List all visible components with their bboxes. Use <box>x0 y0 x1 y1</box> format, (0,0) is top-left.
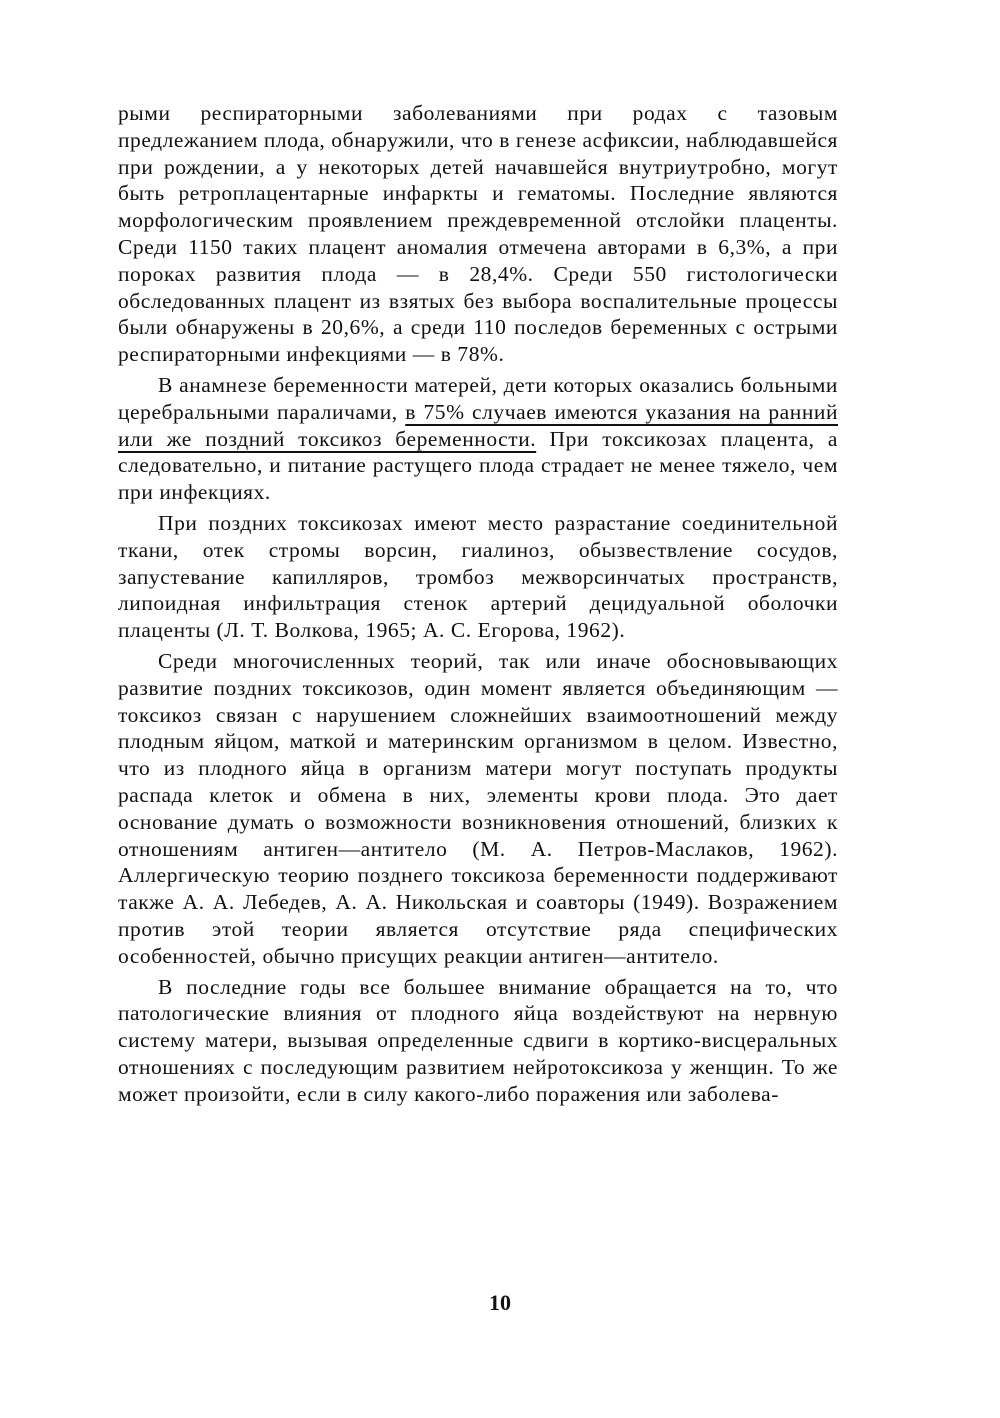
paragraph-2-rest: При токсикозах плацента, а следовательно, и питание растущего плода страдает не менее тяжело, чем при инфекциях. <box>118 426 838 505</box>
paragraph-3: При поздних токсикозах имеют место разрастание соединительной ткани, отек стромы ворсин, гиалиноз, обызвествление сосудов, запустевание капилляров, тромбоз межворсинчатых пространств, липоидная инфильтрация стенок артерий децидуальной оболочки плаценты (Л. Т. Волкова, 1965; А. С. Егорова, 1962). <box>118 510 838 643</box>
underlined-highlight: в 75% случаев имеются указания на ранний или же поздний токсикоз беременности. <box>118 399 838 451</box>
page-body <box>118 100 838 1111</box>
paragraph-1: рыми респираторными заболеваниями при родах с тазовым предлежанием плода, обнаружили, что в генезе асфиксии, наблюдавшейся при рождении, а у некоторых детей начавшейся внутриутробно, могут быть ретроплацентарные инфаркты и гематомы. Последние являются морфологическим проявлением преждевременной отслойки плаценты. Среди 1150 таких плацент аномалия отмечена авторами в 6,3%, а при пороках развития плода — в 28,4%. Среди 550 гистологически обследованных плацент из взятых без выбора воспалительные процессы были обнаружены в 20,6%, а среди 110 последов беременных с острыми респираторными инфекциями — в 78%. <box>118 101 838 367</box>
paragraph-4: Среди многочисленных теорий, так или иначе обосновывающих развитие поздних токсикозов, один момент является объединяющим — токсикоз связан с нарушением сложнейших взаимоотношений между плодным яйцом, маткой и материнским организмом в целом. Известно, что из плодного яйца в организм матери могут поступать продукты распада клеток и обмена в них, элементы крови плода. Это дает основание думать о возможности возникновения отношений, близких к отношениям антиген—антитело (М. А. Петров-Маслаков, 1962). Аллергическую теорию позднего токсикоза беременности поддерживают также А. А. Лебедев, А. А. Никольская и соавторы (1949). Возражением против этой теории является отсутствие ряда специфических особенностей, обычно присущих реакции антиген—антитело. <box>118 648 838 968</box>
page-number: 10 <box>489 1290 511 1315</box>
paragraph-2-lead: В анамнезе беременности матерей, дети которых оказались больными церебральными параличами, <box>118 372 838 424</box>
paragraph-2 <box>118 372 838 506</box>
paragraph-5: В последние годы все большее внимание обращается на то, что патологические влияния от плодного яйца воздействуют на нервную систему матери, вызывая определенные сдвиги в кортико-висцеральных отношениях с последующим развитием нейротоксикоза у женщин. То же может произойти, если в силу какого-либо поражения или заболева- <box>118 974 838 1106</box>
